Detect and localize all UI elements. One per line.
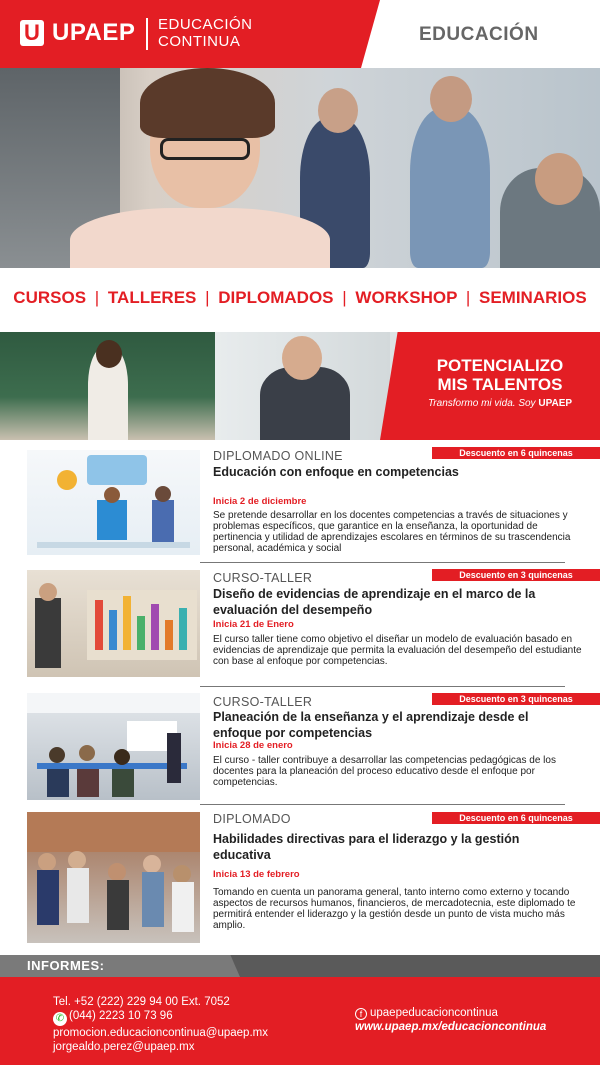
phone-number[interactable]: Tel. +52 (222) 229 94 00 Ext. 7052 xyxy=(53,996,230,1008)
logo-subtitle-line2: CONTINUA xyxy=(158,33,241,50)
email-link[interactable]: promocion.educacioncontinua@upaep.mx xyxy=(53,1027,268,1039)
course-photo xyxy=(27,693,200,800)
category-separator: | xyxy=(465,288,471,307)
section-title: EDUCACIÓN xyxy=(419,24,539,45)
course-type: DIPLOMADO ONLINE xyxy=(213,449,343,463)
category-cursos: CURSOS xyxy=(13,288,87,307)
logo-text: UPAEP xyxy=(52,19,136,46)
informes-bar xyxy=(0,955,600,977)
course-description: Tomando en cuenta un panorama general, tanto interno como externo y tocando aspectos de recursos humanos, financieros, de mercadotecnia, este diplomado te permitirá entender el liderazgo y la gestión desde un punto de vista mucho más amplio. xyxy=(213,887,576,931)
footer xyxy=(0,977,600,1065)
whatsapp-row[interactable] xyxy=(53,1009,268,1026)
informes-heading: INFORMES: xyxy=(27,958,105,973)
discount-badge: Descuento en 3 quincenas xyxy=(432,693,600,705)
category-talleres: TALLERES xyxy=(107,288,197,307)
course-start-date: Inicia 2 de diciembre xyxy=(213,496,307,507)
course-image xyxy=(27,570,200,677)
course-start-date: Inicia 28 de enero xyxy=(213,740,293,751)
category-separator: | xyxy=(342,288,347,307)
banner-title-line1: POTENCIALIZO xyxy=(436,356,564,375)
course-start-date: Inicia 21 de Enero xyxy=(213,619,294,630)
banner-title-line2: MIS TALENTOS xyxy=(437,375,563,394)
course-description: Se pretende desarrollar en los docentes competencias a través de situaciones y problemas específicos, que garantice en la enseñanza, la oportunidad de pertinencia y utilidad de aprendizajes escolares en términos de su trascendencia personal, académica y social xyxy=(213,510,571,554)
website-link[interactable]: www.upaep.mx/educacioncontinua xyxy=(355,1021,547,1033)
course-photo xyxy=(27,570,200,677)
course-title[interactable]: Habilidades directivas para el liderazgo y la gestión educativa xyxy=(213,832,520,862)
category-seminarios: SEMINARIOS xyxy=(479,288,587,307)
discount-badge: Descuento en 6 quincenas xyxy=(432,812,600,824)
category-diplomados: DIPLOMADOS xyxy=(218,288,334,307)
category-list xyxy=(0,288,600,308)
facebook-row[interactable] xyxy=(355,1006,546,1020)
facebook-icon: f xyxy=(355,1008,367,1020)
logo-subtitle xyxy=(158,16,253,50)
banner-tagline-brand: UPAEP xyxy=(538,398,573,409)
course-description: El curso - taller contribuye a desarrollar las competencias pedagógicas de los docentes para la planeación del proceso educativo desde el enfoque por competencias. xyxy=(213,755,556,788)
discount-badge: Descuento en 6 quincenas xyxy=(432,447,600,459)
divider xyxy=(200,686,565,687)
facebook-handle[interactable]: upaepeducacioncontinua xyxy=(370,1007,498,1019)
whatsapp-icon: ✆ xyxy=(53,1012,67,1026)
hero-teacher-hair xyxy=(140,68,275,138)
hero-teacher-body xyxy=(70,208,330,268)
banner-teacher-head xyxy=(96,340,122,368)
course-title[interactable]: Educación con enfoque en competencias xyxy=(213,465,459,479)
banner-tagline xyxy=(400,398,600,409)
category-workshop: WORKSHOP xyxy=(355,288,458,307)
banner-tagline-text: Transformo mi vida. Soy xyxy=(427,398,536,409)
banner-title xyxy=(400,356,600,394)
course-start-date: Inicia 13 de febrero xyxy=(213,869,300,880)
course-title[interactable]: Diseño de evidencias de aprendizaje en el marco de la evaluación del desempeño xyxy=(213,587,536,617)
course-image xyxy=(27,450,200,555)
course-photo xyxy=(27,812,200,943)
course-title[interactable]: Planeación de la enseñanza y el aprendizaje desde el enfoque por competencias xyxy=(213,710,529,740)
email-link[interactable]: jorgealdo.perez@upaep.mx xyxy=(53,1041,195,1053)
hero-student-head xyxy=(535,153,583,205)
logo-subtitle-line1: EDUCACIÓN xyxy=(158,16,253,33)
course-description: El curso taller tiene como objetivo el diseñar un modelo de evaluación basado en evidencias de aprendizaje que permita la evaluación del desempeño del estudiante con base al enfoque por competencias. xyxy=(213,634,582,667)
hero-student xyxy=(410,108,490,268)
promo-banner xyxy=(0,332,600,440)
hero-student-head xyxy=(430,76,472,122)
logo-divider xyxy=(146,18,148,50)
header xyxy=(0,0,600,68)
contact-info xyxy=(53,995,268,1054)
divider xyxy=(200,562,565,563)
course-type: CURSO-TALLER xyxy=(213,571,313,585)
banner-presenter-head xyxy=(282,336,322,380)
hero-image xyxy=(0,68,600,268)
discount-badge: Descuento en 3 quincenas xyxy=(432,569,600,581)
course-illustration xyxy=(27,450,200,555)
divider xyxy=(200,804,565,805)
course-image xyxy=(27,812,200,943)
course-image xyxy=(27,693,200,800)
category-separator: | xyxy=(94,288,100,307)
social-info xyxy=(355,1006,546,1034)
hero-teacher-glasses xyxy=(160,138,250,160)
upaep-logo-icon: U xyxy=(20,20,44,46)
course-type: CURSO-TALLER xyxy=(213,695,313,709)
course-type: DIPLOMADO xyxy=(213,812,291,826)
category-separator: | xyxy=(205,288,210,307)
whatsapp-number[interactable]: (044) 2223 10 73 96 xyxy=(69,1010,173,1022)
hero-student-head xyxy=(318,88,358,133)
